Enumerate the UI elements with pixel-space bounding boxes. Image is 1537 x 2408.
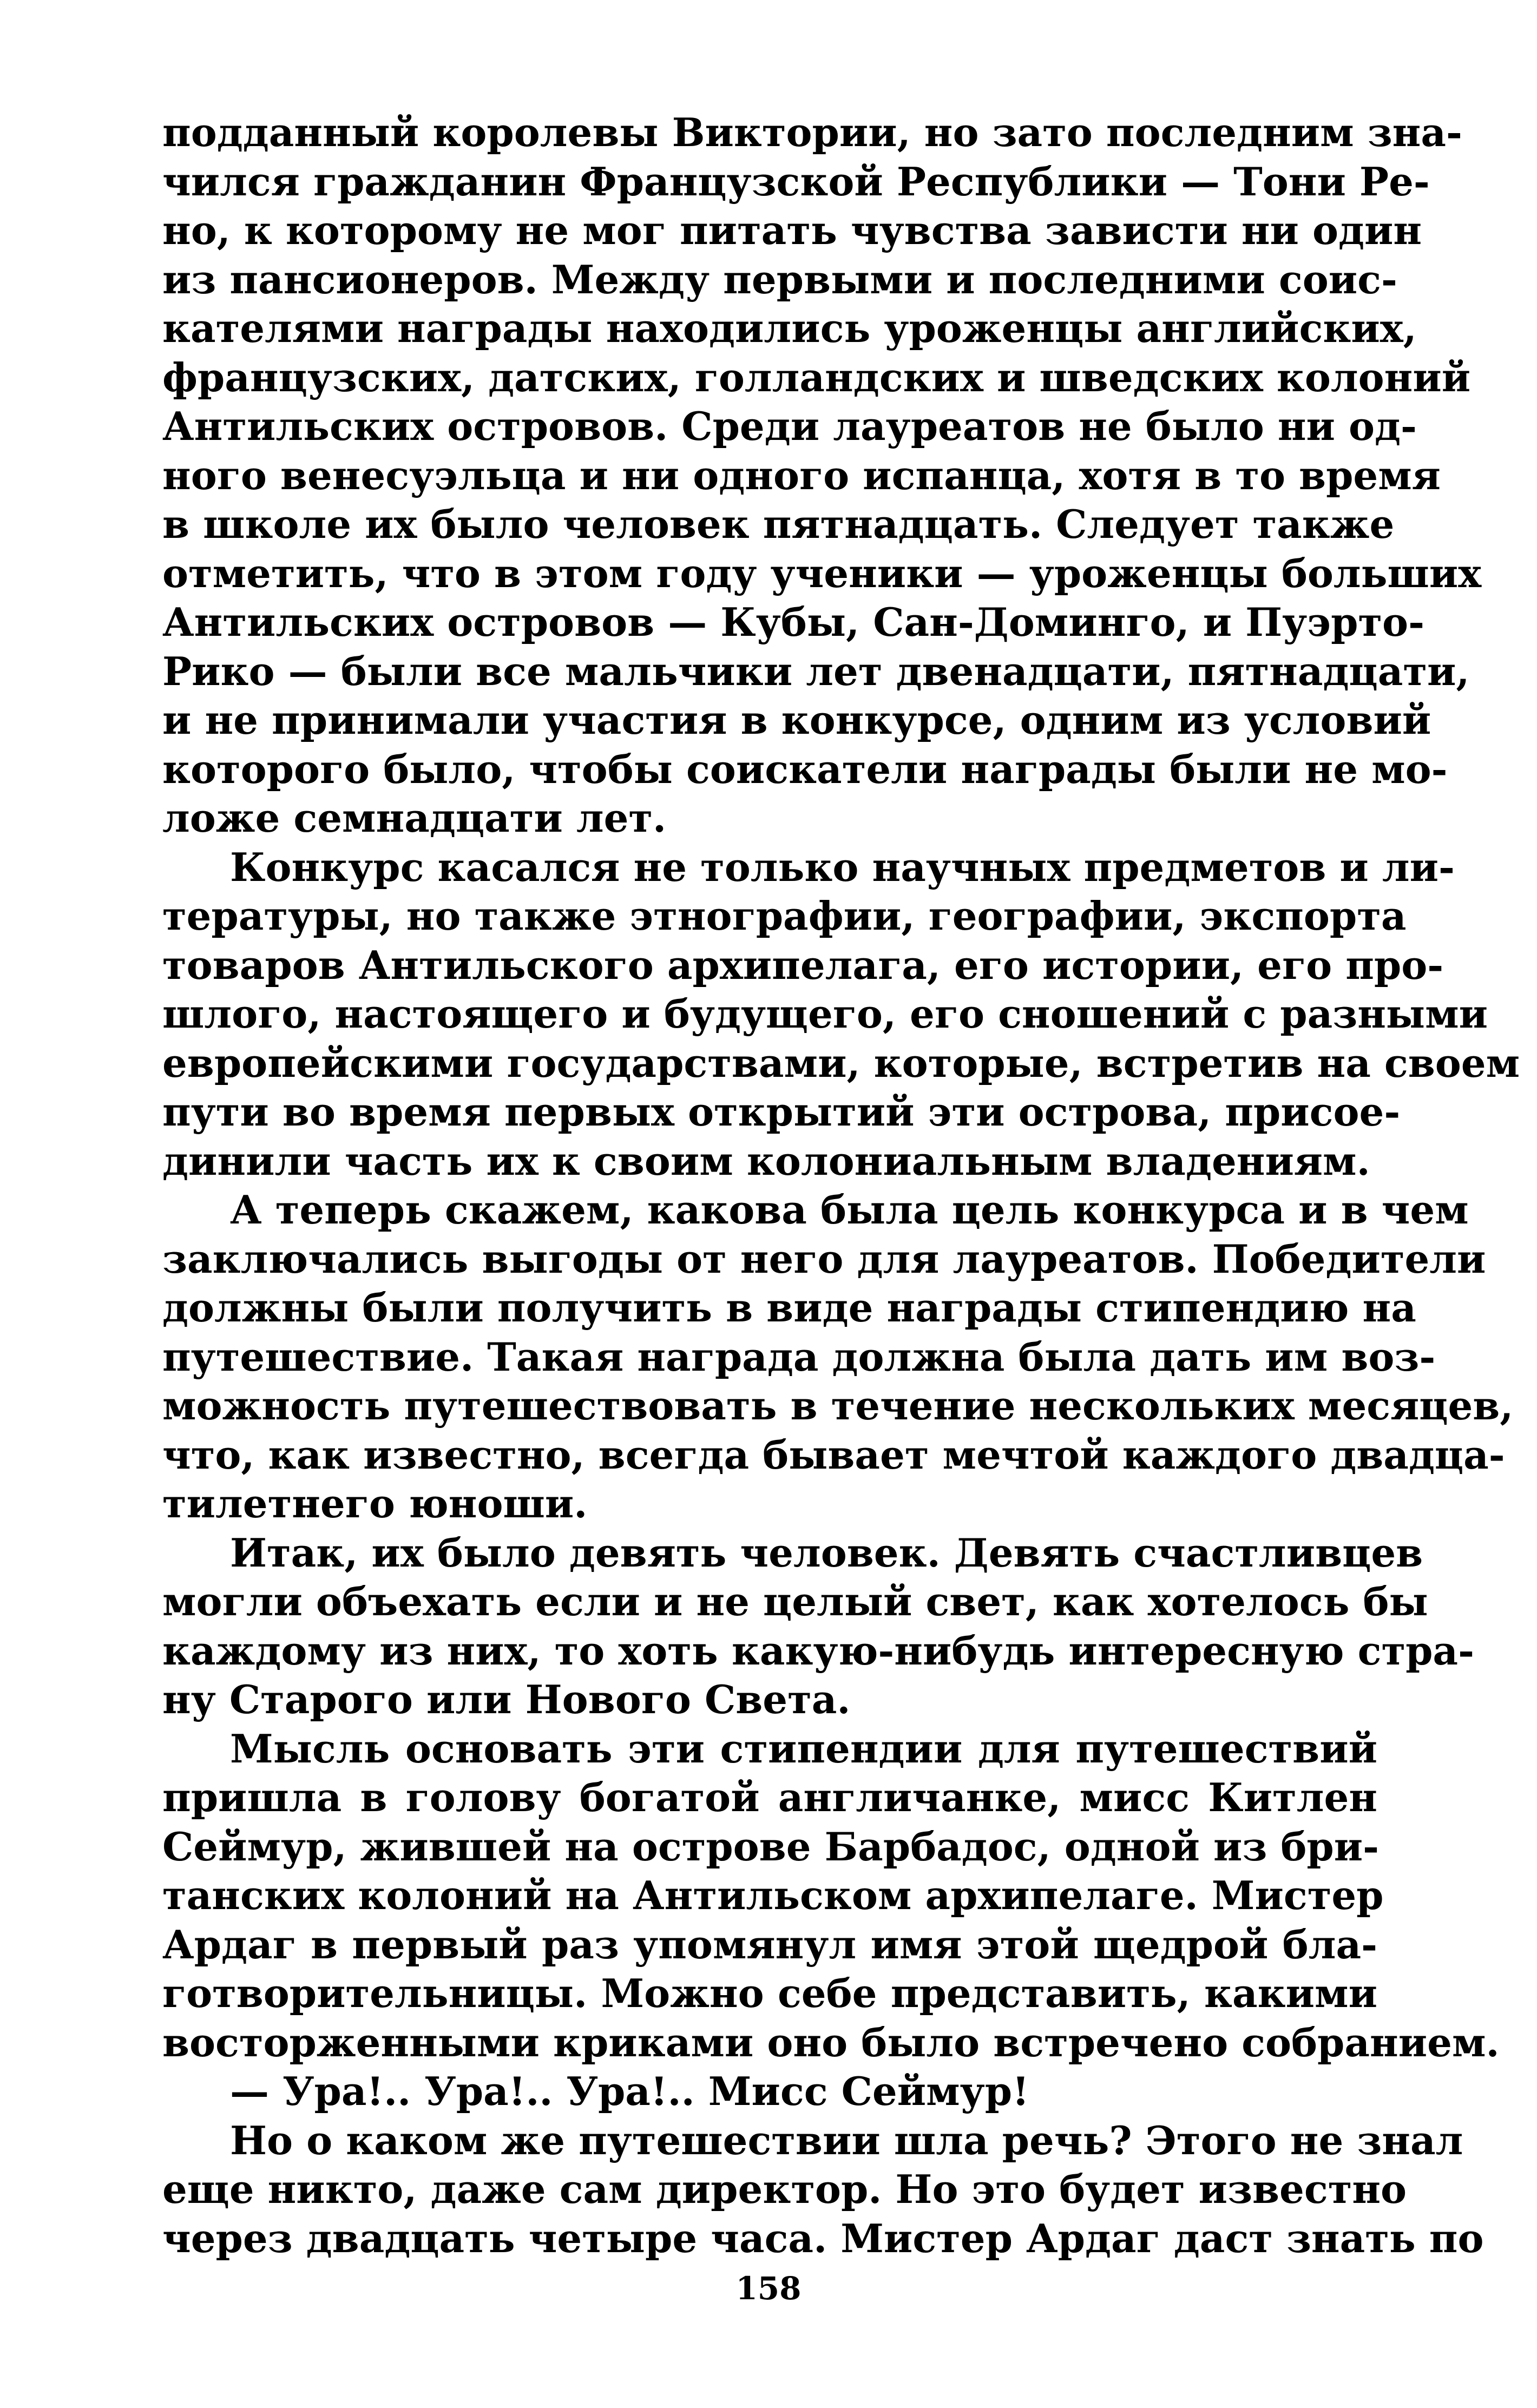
text-line: европейскими государствами, которые, встретив на своем [162, 1039, 1520, 1086]
text-line: — Ура!.. Ура!.. Ура!.. Мисс Сеймур! [230, 2068, 1029, 2114]
text-line: каждому из них, то хоть какую-нибудь интересную стра- [162, 1627, 1474, 1674]
text-line: А теперь скажем, какова была цель конкурса и в чем [230, 1187, 1469, 1233]
text-line: французских, датских, голландских и шведских колоний [162, 354, 1471, 400]
text-line: заключались выгоды от него для лауреатов. Победители [162, 1235, 1486, 1282]
text-line: Итак, их было девять человек. Девять счастливцев [230, 1529, 1423, 1576]
text-line: шлого, настоящего и будущего, его сношений с разными [162, 991, 1488, 1037]
text-line: танских колоний на Антильском архипелаге. Мистер [162, 1872, 1384, 1918]
text-line: путешествие. Такая награда должна была дать им воз- [162, 1333, 1436, 1380]
text-line: тилетнего юноши. [162, 1481, 588, 1527]
text-line: Рико — были все мальчики лет двенадцати, пятнадцати, [162, 648, 1470, 694]
text-line: еще никто, даже сам директор. Но это будет известно [162, 2166, 1407, 2212]
book-page-text [162, 108, 1520, 2263]
text-line: и не принимали участия в конкурсе, одним из условий [162, 697, 1431, 743]
paragraph-3 [162, 1186, 1514, 1529]
text-line: пришла в голову богатой англичанке, мисс Китлен [162, 1774, 1377, 1820]
text-line: готворительницы. Можно себе представить, какими [162, 1970, 1377, 2016]
page-number: 158 [735, 2270, 802, 2307]
text-line: могли объехать если и не целый свет, как хотелось бы [162, 1578, 1428, 1624]
text-line: из пансионеров. Между первыми и последними соис- [162, 256, 1397, 302]
text-line: тературы, но также этнографии, географии, экспорта [162, 893, 1407, 939]
text-line: которого было, чтобы соискатели награды были не мо- [162, 746, 1448, 792]
text-line: подданный королевы Виктории, но зато последним зна- [162, 109, 1462, 155]
text-line: товаров Антильского архипелага, его истории, его про- [162, 942, 1444, 988]
text-line: должны были получить в виде награды стипендию на [162, 1285, 1416, 1331]
text-line: Конкурс касался не только научных предметов и ли- [230, 844, 1455, 890]
paragraph-7 [162, 2116, 1484, 2264]
text-line: Антильских островов. Среди лауреатов не было ни од- [162, 403, 1417, 449]
text-line: Но о каком же путешествии шла речь? Этого не знал [230, 2117, 1463, 2163]
text-line: Сеймур, жившей на острове Барбадос, одной из бри- [162, 1823, 1380, 1870]
text-line: ного венесуэльца и ни одного испанца, хотя в то время [162, 452, 1441, 498]
paragraph-2 [162, 843, 1520, 1186]
text-line: что, как известно, всегда бывает мечтой каждого двадца- [162, 1431, 1505, 1478]
text-line: динили часть их к своим колониальным владениям. [162, 1137, 1370, 1184]
text-line: можность путешествовать в течение нескольких месяцев, [162, 1383, 1514, 1429]
paragraph-4 [162, 1529, 1474, 1725]
text-line: восторженными криками оно было встречено собранием. [162, 2019, 1500, 2065]
text-line: ну Старого или Нового Света. [162, 1676, 851, 1722]
text-line: Антильских островов — Кубы, Сан-Доминго, и Пуэрто- [162, 599, 1424, 645]
text-line: ложе семнадцати лет. [162, 795, 667, 841]
text-line: кателями награды находились уроженцы английских, [162, 305, 1417, 351]
text-line: но, к которому не мог питать чувства зависти ни один [162, 207, 1422, 253]
text-line: отметить, что в этом году ученики — уроженцы больших [162, 550, 1482, 596]
text-line: в школе их было человек пятнадцать. Следует также [162, 501, 1395, 547]
text-line: пути во время первых открытий эти острова, присое- [162, 1089, 1401, 1135]
paragraph-1 [162, 108, 1482, 843]
text-line: Мысль основать эти стипендии для путешествий [230, 1725, 1377, 1772]
text-line: чился гражданин Французской Республики — Тони Ре- [162, 158, 1430, 205]
text-line: через двадцать четыре часа. Мистер Ардаг даст знать по [162, 2215, 1484, 2261]
paragraph-5 [162, 1725, 1500, 2068]
text-line: Ардаг в первый раз упомянул имя этой щедрой бла- [162, 1921, 1377, 1968]
paragraph-6-dialogue [162, 2067, 1377, 2116]
